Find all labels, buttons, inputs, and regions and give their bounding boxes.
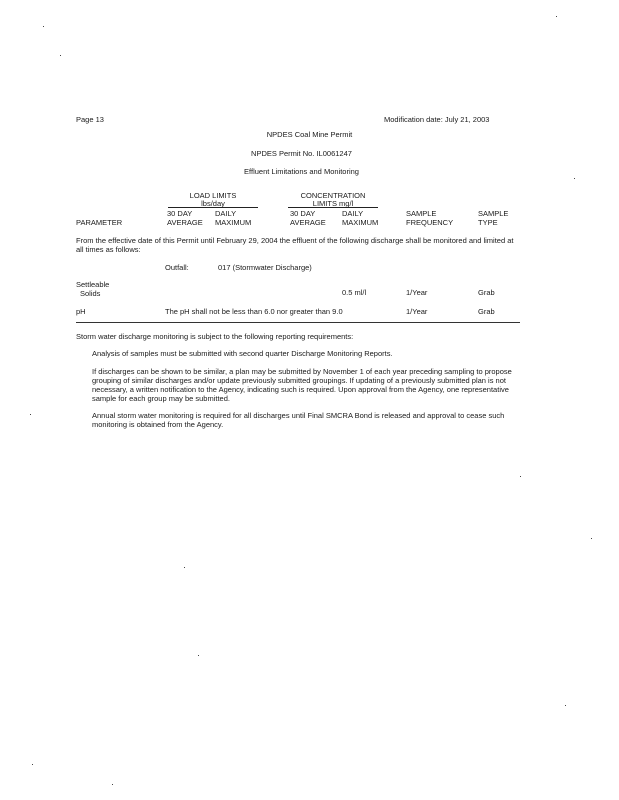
frequency-heading-top: SAMPLE — [406, 209, 437, 218]
frequency-heading-bottom: FREQUENCY — [406, 218, 454, 227]
settleable-daily-max: 0.5 ml/l — [342, 288, 367, 297]
load-30day-heading-bottom: AVERAGE — [167, 218, 203, 227]
scan-speck — [43, 26, 44, 27]
ph-frequency: 1/Year — [406, 307, 428, 316]
load-daily-heading-bottom: MAXIMUM — [215, 218, 252, 227]
settleable-frequency: 1/Year — [406, 288, 428, 297]
scan-speck — [591, 538, 592, 539]
param-ph: pH — [76, 307, 86, 316]
parameter-heading: PARAMETER — [76, 218, 123, 227]
requirements-lead: Storm water discharge monitoring is subject to the following reporting requirements: — [76, 332, 354, 341]
permit-title: NPDES Coal Mine Permit — [266, 130, 353, 139]
scan-speck — [574, 178, 575, 179]
scan-speck — [112, 784, 113, 785]
table-divider — [76, 322, 520, 323]
conc-30day-heading-top: 30 DAY — [290, 209, 316, 218]
conc-daily-heading-top: DAILY — [342, 209, 364, 218]
scan-speck — [565, 705, 566, 706]
concentration-heading: CONCENTRATION — [300, 191, 366, 200]
scan-speck — [30, 414, 31, 415]
scan-speck — [32, 764, 33, 765]
page-number: Page 13 — [76, 115, 104, 124]
load-30day-heading-top: 30 DAY — [167, 209, 193, 218]
load-limits-units: lbs/day — [168, 199, 258, 208]
scan-speck — [184, 567, 185, 568]
intro-paragraph: From the effective date of this Permit until February 29, 2004 the effluent of the following discharge shall be monitored and limited at all times as follows: — [76, 236, 514, 254]
outfall-label: Outfall: — [165, 263, 189, 272]
settleable-type: Grab — [478, 288, 495, 297]
ph-limit-note: The pH shall not be less than 6.0 nor greater than 9.0 — [165, 307, 343, 316]
type-heading-bottom: TYPE — [478, 218, 498, 227]
scan-speck — [520, 476, 521, 477]
conc-30day-heading-bottom: AVERAGE — [290, 218, 326, 227]
requirement-paragraph-2: If discharges can be shown to be similar, a plan may be submitted by November 1 of each year preceding sampling to propose grouping of similar discharges and/or update previously submitted groupings. If updating of a previously submitted plan is not necessary, a written notification to the Agency, indicating such is required. Upon approval from the Agency, one representative sample for each group may be submitted. — [92, 367, 512, 403]
scan-speck — [60, 55, 61, 56]
requirement-paragraph-3: Annual storm water monitoring is required for all discharges until Final SMCRA Bond is released and approval to cease such monitoring is obtained from the Agency. — [92, 411, 505, 429]
param-settleable-line2: Solids — [80, 289, 101, 298]
outfall-value: 017 (Stormwater Discharge) — [218, 263, 312, 272]
scan-speck — [556, 16, 557, 17]
requirement-paragraph-1: Analysis of samples must be submitted with second quarter Discharge Monitoring Reports. — [92, 349, 393, 358]
type-heading-top: SAMPLE — [478, 209, 509, 218]
permit-number: NPDES Permit No. IL0061247 — [251, 149, 352, 158]
section-title: Effluent Limitations and Monitoring — [244, 167, 359, 176]
ph-type: Grab — [478, 307, 495, 316]
conc-daily-heading-bottom: MAXIMUM — [342, 218, 379, 227]
scan-speck — [198, 655, 199, 656]
modification-date: Modification date: July 21, 2003 — [384, 115, 490, 124]
param-settleable-line1: Settleable — [76, 280, 110, 289]
load-limits-heading: LOAD LIMITS — [189, 191, 237, 200]
concentration-units: LIMITS mg/l — [288, 199, 378, 208]
load-daily-heading-top: DAILY — [215, 209, 237, 218]
